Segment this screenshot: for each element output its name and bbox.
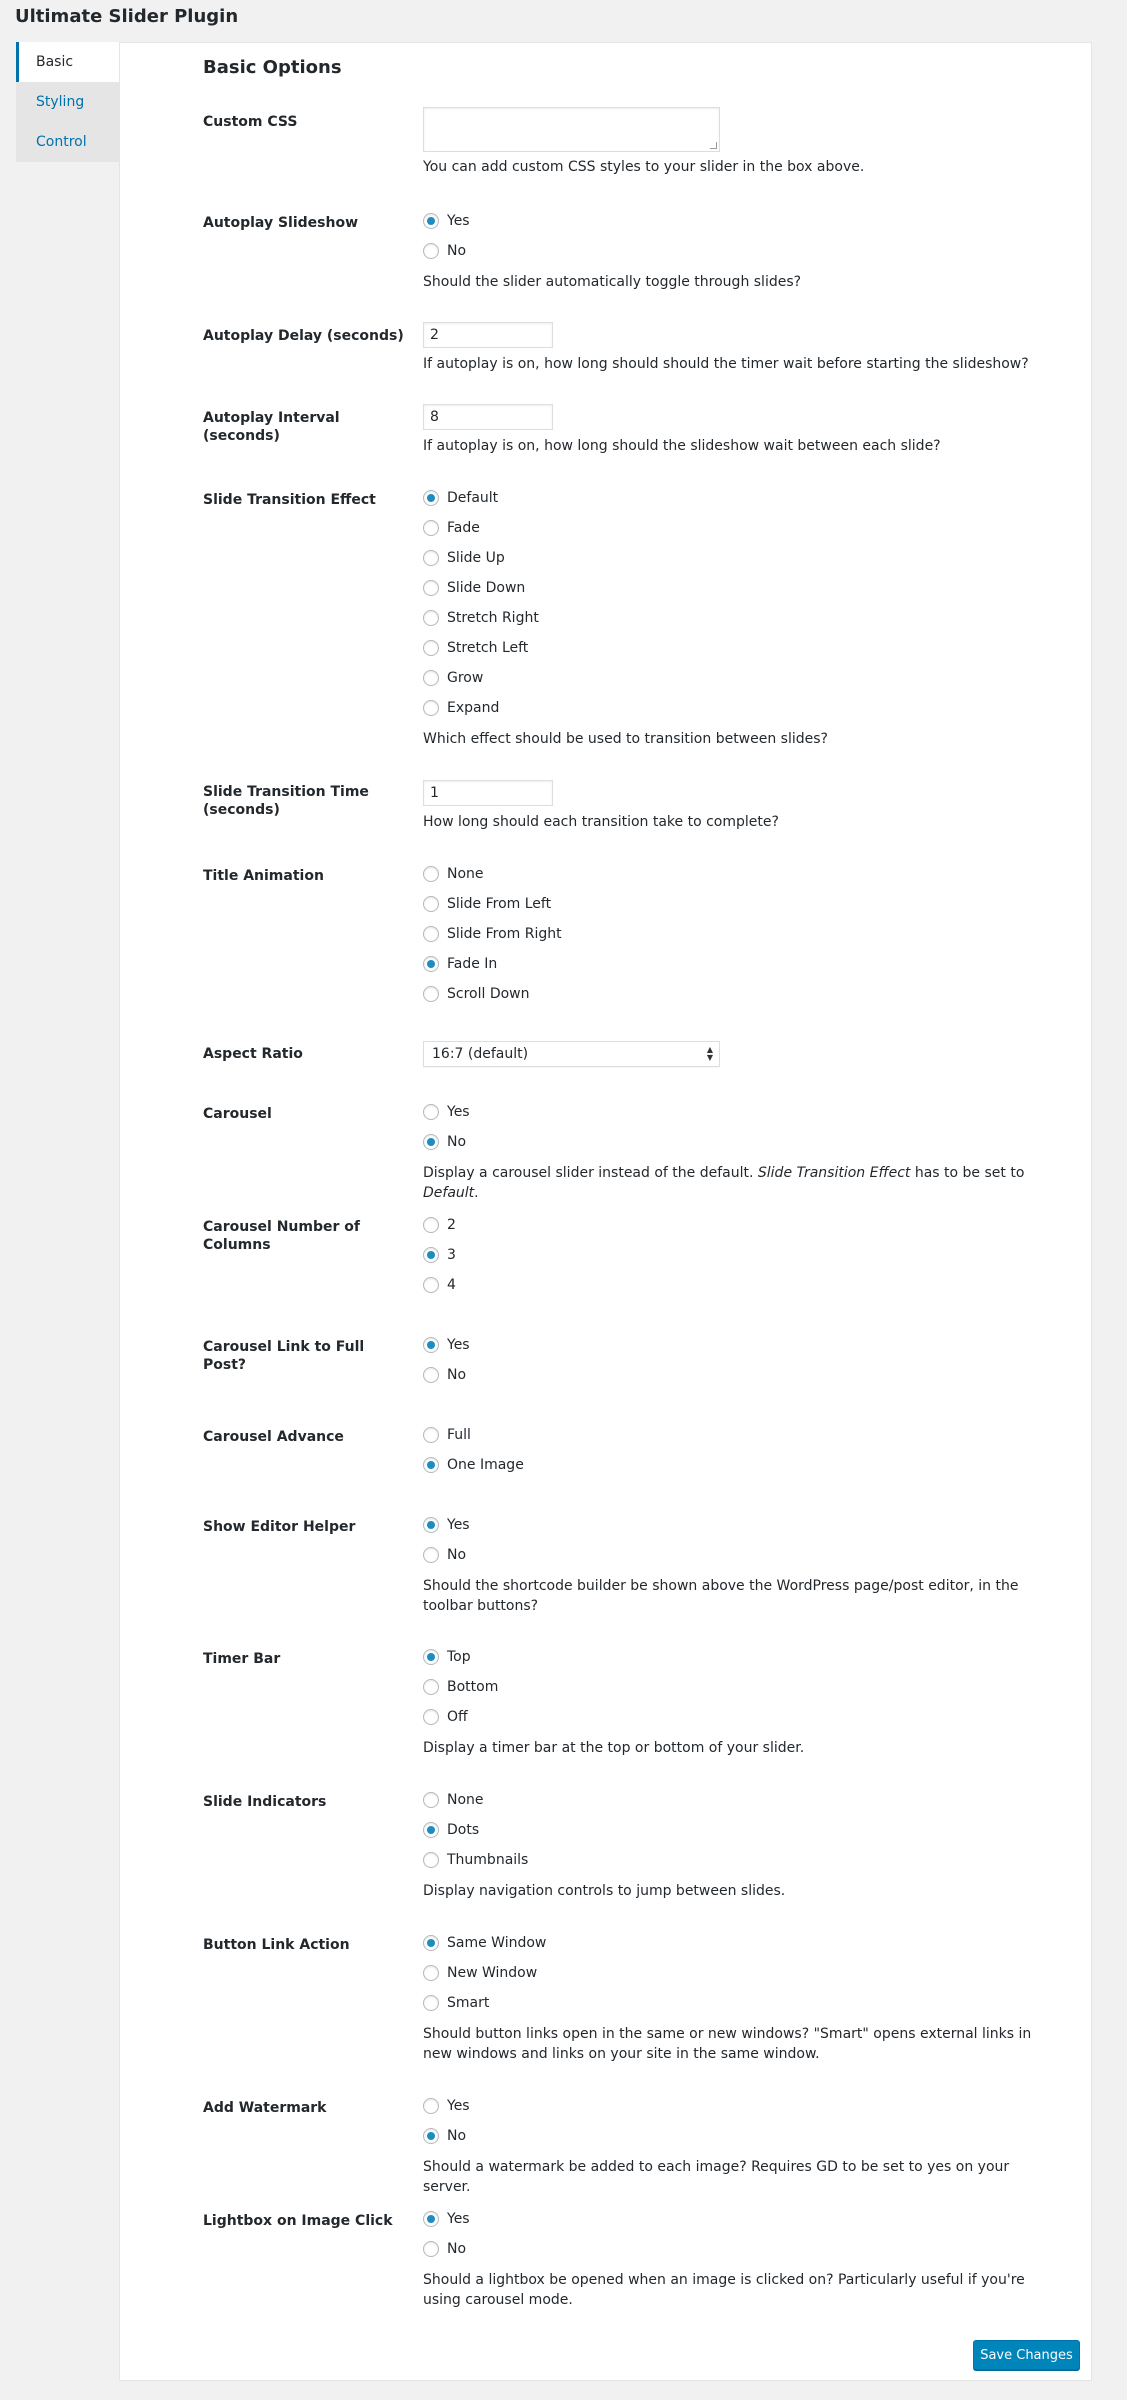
- title-animation-slide-from-right[interactable]: Slide From Right: [423, 923, 562, 945]
- transition-time-desc: How long should each transition take to complete?: [423, 814, 779, 830]
- title-animation-label: Title Animation: [203, 868, 324, 884]
- autoplay-interval-label: Autoplay Interval (seconds): [203, 410, 340, 444]
- radio-icon[interactable]: [423, 1367, 439, 1383]
- slide-indicators-desc: Display navigation controls to jump between slides.: [423, 1883, 786, 1899]
- radio-icon[interactable]: [423, 1852, 439, 1868]
- radio-icon[interactable]: [423, 1104, 439, 1120]
- radio-icon[interactable]: [423, 1709, 439, 1725]
- carousel-link-label: Carousel Link to Full Post?: [203, 1339, 365, 1373]
- radio-checked-icon[interactable]: [423, 1337, 439, 1353]
- radio-icon[interactable]: [423, 896, 439, 912]
- autoplay-slideshow-no[interactable]: No: [423, 240, 466, 262]
- transition-effect-stretch-left[interactable]: Stretch Left: [423, 637, 528, 659]
- tab-control[interactable]: Control: [36, 134, 87, 150]
- timer-bar-off[interactable]: Off: [423, 1706, 468, 1728]
- lightbox-desc: Should a lightbox be opened when an image is clicked on? Particularly useful if you're using carousel mode.: [423, 2272, 1025, 2308]
- tab-styling[interactable]: Styling: [36, 94, 85, 110]
- save-changes-button[interactable]: Save Changes: [973, 2340, 1080, 2370]
- title-animation-fade-in[interactable]: Fade In: [423, 953, 497, 975]
- add-watermark-no[interactable]: No: [423, 2125, 466, 2147]
- slide-indicators-dots[interactable]: Dots: [423, 1819, 479, 1841]
- radio-icon[interactable]: [423, 700, 439, 716]
- autoplay-slideshow-yes[interactable]: Yes: [423, 210, 470, 232]
- carousel-advance-label: Carousel Advance: [203, 1429, 344, 1445]
- carousel-advance-one-image[interactable]: One Image: [423, 1454, 524, 1476]
- autoplay-slideshow-label: Autoplay Slideshow: [203, 215, 358, 231]
- radio-icon[interactable]: [423, 986, 439, 1002]
- timer-bar-top[interactable]: Top: [423, 1646, 471, 1668]
- add-watermark-yes[interactable]: Yes: [423, 2095, 470, 2117]
- radio-icon[interactable]: [423, 610, 439, 626]
- radio-icon[interactable]: [423, 1427, 439, 1443]
- custom-css-label: Custom CSS: [203, 114, 298, 130]
- radio-checked-icon[interactable]: [423, 2211, 439, 2227]
- radio-checked-icon[interactable]: [423, 490, 439, 506]
- radio-checked-icon[interactable]: [423, 956, 439, 972]
- button-link-same-window[interactable]: Same Window: [423, 1932, 546, 1954]
- carousel-label: Carousel: [203, 1106, 272, 1122]
- tab-basic[interactable]: Basic: [16, 42, 119, 82]
- slide-indicators-none[interactable]: None: [423, 1789, 484, 1811]
- transition-effect-label: Slide Transition Effect: [203, 492, 376, 508]
- radio-icon[interactable]: [423, 1995, 439, 2011]
- button-link-smart[interactable]: Smart: [423, 1992, 489, 2014]
- editor-helper-label: Show Editor Helper: [203, 1519, 356, 1535]
- autoplay-delay-label: Autoplay Delay (seconds): [203, 328, 404, 344]
- radio-icon[interactable]: [423, 926, 439, 942]
- radio-icon[interactable]: [423, 1547, 439, 1563]
- lightbox-yes[interactable]: Yes: [423, 2208, 470, 2230]
- radio-checked-icon[interactable]: [423, 1457, 439, 1473]
- autoplay-interval-input[interactable]: [423, 404, 553, 430]
- slide-indicators-label: Slide Indicators: [203, 1794, 327, 1810]
- carousel-columns-3[interactable]: 3: [423, 1244, 456, 1266]
- autoplay-delay-input[interactable]: [423, 322, 553, 348]
- editor-helper-yes[interactable]: Yes: [423, 1514, 470, 1536]
- custom-css-textarea[interactable]: [423, 107, 720, 152]
- radio-icon[interactable]: [423, 866, 439, 882]
- options-panel: [119, 42, 1092, 2381]
- transition-time-input[interactable]: [423, 780, 553, 806]
- carousel-advance-full[interactable]: Full: [423, 1424, 471, 1446]
- aspect-ratio-label: Aspect Ratio: [203, 1046, 303, 1062]
- carousel-columns-2[interactable]: 2: [423, 1214, 456, 1236]
- add-watermark-desc: Should a watermark be added to each image? Requires GD to be set to yes on your server.: [423, 2159, 1010, 2195]
- carousel-no[interactable]: No: [423, 1131, 466, 1153]
- timer-bar-bottom[interactable]: Bottom: [423, 1676, 498, 1698]
- carousel-yes[interactable]: Yes: [423, 1101, 470, 1123]
- title-animation-scroll-down[interactable]: Scroll Down: [423, 983, 530, 1005]
- slide-indicators-thumbnails[interactable]: Thumbnails: [423, 1849, 528, 1871]
- carousel-link-yes[interactable]: Yes: [423, 1334, 470, 1356]
- transition-effect-expand[interactable]: Expand: [423, 697, 499, 719]
- custom-css-desc: You can add custom CSS styles to your slider in the box above.: [423, 159, 865, 175]
- carousel-link-no[interactable]: No: [423, 1364, 466, 1386]
- lightbox-label: Lightbox on Image Click: [203, 2213, 393, 2229]
- radio-checked-icon[interactable]: [423, 1649, 439, 1665]
- transition-effect-slide-up[interactable]: Slide Up: [423, 547, 505, 569]
- carousel-columns-4[interactable]: 4: [423, 1274, 456, 1296]
- radio-checked-icon[interactable]: [423, 1935, 439, 1951]
- radio-icon[interactable]: [423, 1679, 439, 1695]
- editor-helper-desc: Should the shortcode builder be shown above the WordPress page/post editor, in the toolbar buttons?: [423, 1578, 1019, 1614]
- title-animation-none[interactable]: None: [423, 863, 484, 885]
- transition-effect-slide-down[interactable]: Slide Down: [423, 577, 525, 599]
- radio-checked-icon[interactable]: [423, 2128, 439, 2144]
- autoplay-slideshow-desc: Should the slider automatically toggle through slides?: [423, 274, 802, 290]
- radio-icon[interactable]: [423, 2241, 439, 2257]
- autoplay-interval-desc: If autoplay is on, how long should the slideshow wait between each slide?: [423, 438, 941, 454]
- settings-tabs: [16, 42, 119, 162]
- radio-icon[interactable]: [423, 1277, 439, 1293]
- radio-icon[interactable]: [423, 520, 439, 536]
- editor-helper-no[interactable]: No: [423, 1544, 466, 1566]
- add-watermark-label: Add Watermark: [203, 2100, 327, 2116]
- carousel-columns-label: Carousel Number of Columns: [203, 1219, 360, 1253]
- radio-icon[interactable]: [423, 1217, 439, 1233]
- aspect-ratio-select[interactable]: 16:7 (default) ▲ ▼: [423, 1041, 720, 1067]
- radio-checked-icon[interactable]: [423, 1247, 439, 1263]
- select-arrows-icon: ▲ ▼: [706, 1045, 713, 1062]
- transition-effect-stretch-right[interactable]: Stretch Right: [423, 607, 539, 629]
- timer-bar-desc: Display a timer bar at the top or bottom of your slider.: [423, 1740, 805, 1756]
- radio-icon[interactable]: [423, 670, 439, 686]
- lightbox-no[interactable]: No: [423, 2238, 466, 2260]
- button-link-action-desc: Should button links open in the same or new windows? "Smart" opens external links in new windows and links on your site in the same window.: [423, 2026, 1032, 2062]
- transition-effect-grow[interactable]: Grow: [423, 667, 483, 689]
- radio-icon[interactable]: [423, 550, 439, 566]
- section-title: Basic Options: [203, 57, 342, 78]
- radio-checked-icon[interactable]: [423, 213, 439, 229]
- carousel-desc: Display a carousel slider instead of the default. Slide Transition Effect has to be set to Default.: [423, 1165, 1025, 1201]
- radio-icon[interactable]: [423, 640, 439, 656]
- radio-icon[interactable]: [423, 2098, 439, 2114]
- radio-icon[interactable]: [423, 580, 439, 596]
- button-link-action-label: Button Link Action: [203, 1937, 350, 1953]
- radio-checked-icon[interactable]: [423, 1134, 439, 1150]
- autoplay-delay-desc: If autoplay is on, how long should should the timer wait before starting the slideshow?: [423, 356, 1029, 372]
- radio-checked-icon[interactable]: [423, 1822, 439, 1838]
- radio-checked-icon[interactable]: [423, 1517, 439, 1533]
- title-animation-slide-from-left[interactable]: Slide From Left: [423, 893, 551, 915]
- radio-icon[interactable]: [423, 243, 439, 259]
- transition-effect-default[interactable]: Default: [423, 487, 498, 509]
- page-title: Ultimate Slider Plugin: [15, 6, 239, 27]
- transition-effect-desc: Which effect should be used to transition between slides?: [423, 731, 828, 747]
- radio-icon[interactable]: [423, 1792, 439, 1808]
- transition-time-label: Slide Transition Time (seconds): [203, 784, 369, 818]
- timer-bar-label: Timer Bar: [203, 1651, 281, 1667]
- transition-effect-fade[interactable]: Fade: [423, 517, 480, 539]
- button-link-new-window[interactable]: New Window: [423, 1962, 537, 1984]
- radio-icon[interactable]: [423, 1965, 439, 1981]
